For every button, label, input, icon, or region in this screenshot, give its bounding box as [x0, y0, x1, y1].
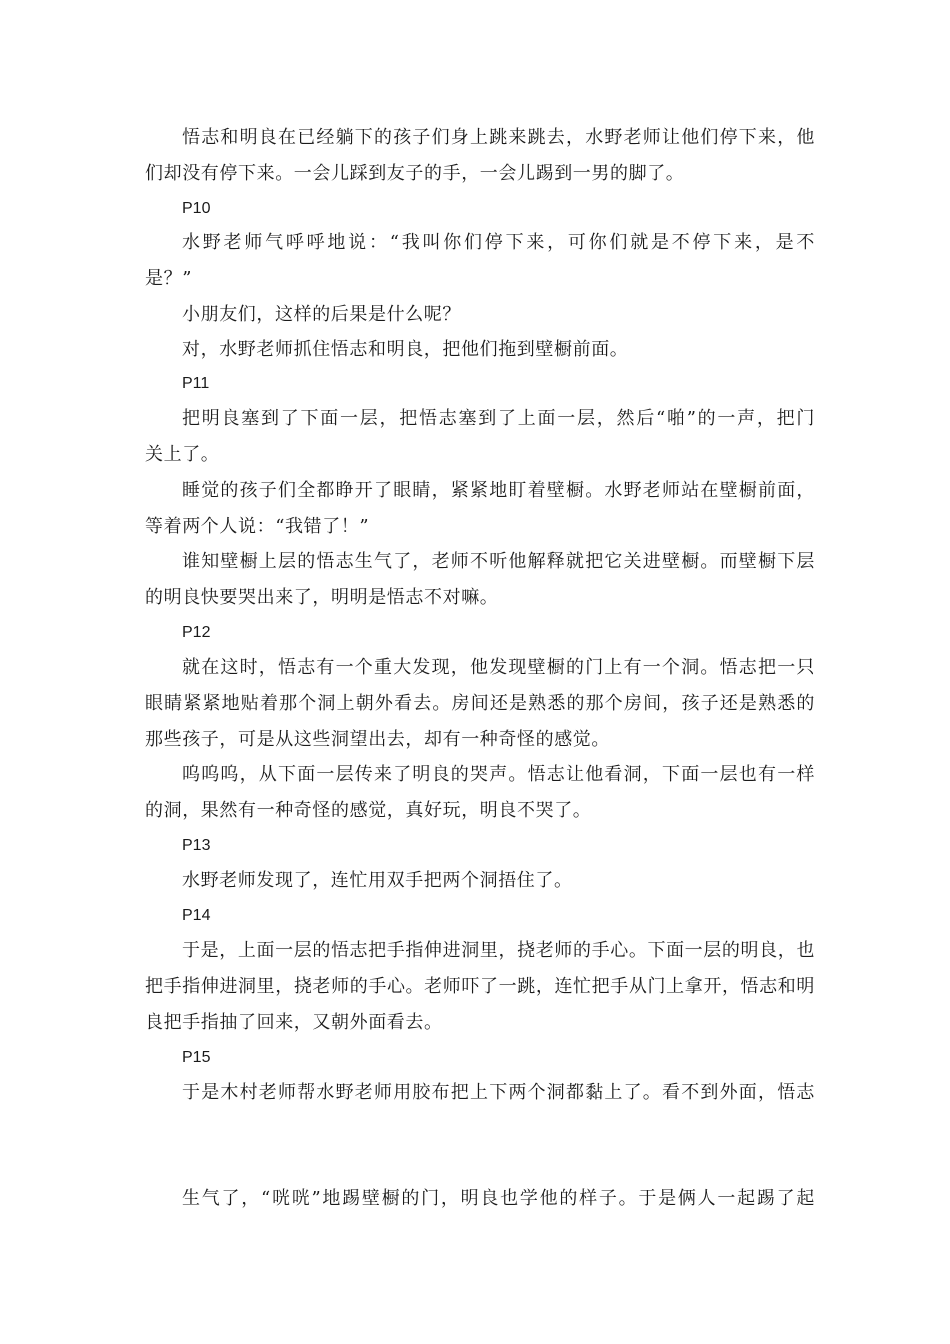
paragraph-line: 的洞，果然有一种奇怪的感觉，真好玩，明良不哭了。: [145, 800, 592, 821]
paragraph-line: 悟志和明良在已经躺下的孩子们身上跳来跳去，水野老师让他们停下来，他: [182, 127, 815, 148]
paragraph-line: 把明良塞到了下面一层，把悟志塞到了上面一层，然后“啪”的一声，把门: [182, 408, 815, 429]
paragraph-line: 对，水野老师抓住悟志和明良，把他们拖到壁橱前面。: [182, 339, 629, 360]
paragraph-line: 睡觉的孩子们全都睁开了眼睛，紧紧地盯着壁橱。水野老师站在壁橱前面，: [182, 480, 815, 501]
paragraph-line: 是？”: [145, 268, 193, 289]
paragraph-line: 们却没有停下来。一会儿踩到友子的手，一会儿踢到一男的脚了。: [145, 163, 685, 184]
paragraph-line: 那些孩子，可是从这些洞望出去，却有一种奇怪的感觉。: [145, 729, 610, 750]
page-marker: P10: [182, 200, 211, 217]
paragraph-line: 于是，上面一层的悟志把手指伸进洞里，挠老师的手心。下面一层的明良，也: [182, 940, 815, 961]
paragraph-line: 就在这时，悟志有一个重大发现，他发现壁橱的门上有一个洞。悟志把一只: [182, 657, 815, 678]
page-marker: P12: [182, 624, 211, 641]
paragraph-line: 眼睛紧紧地贴着那个洞上朝外看去。房间还是熟悉的那个房间，孩子还是熟悉的: [145, 693, 815, 714]
paragraph-line: 关上了。: [145, 444, 220, 465]
paragraph-line: 水野老师发现了，连忙用双手把两个洞捂住了。: [182, 870, 573, 891]
paragraph-line: 于是木村老师帮水野老师用胶布把上下两个洞都黏上了。看不到外面，悟志: [182, 1082, 815, 1103]
paragraph-line: 谁知壁橱上层的悟志生气了，老师不听他解释就把它关进壁橱。而壁橱下层: [182, 551, 815, 572]
paragraph-line: 水野老师气呼呼地说：“我叫你们停下来，可你们就是不停下来，是不: [182, 232, 815, 253]
paragraph-line: 把手指伸进洞里，挠老师的手心。老师吓了一跳，连忙把手从门上拿开，悟志和明: [145, 976, 815, 997]
paragraph-line: 呜呜呜，从下面一层传来了明良的哭声。悟志让他看洞，下面一层也有一样: [182, 764, 815, 785]
paragraph-line: 生气了，“咣咣”地踢壁橱的门，明良也学他的样子。于是俩人一起踢了起: [182, 1188, 815, 1209]
page-marker: P14: [182, 907, 211, 924]
paragraph-line: 等着两个人说：“我错了！”: [145, 516, 370, 537]
page-marker: P15: [182, 1049, 211, 1066]
paragraph-line: 的明良快要哭出来了，明明是悟志不对嘛。: [145, 587, 499, 608]
page-marker: P13: [182, 837, 211, 854]
paragraph-line: 良把手指抽了回来，又朝外面看去。: [145, 1012, 443, 1033]
page-marker: P11: [182, 375, 210, 392]
paragraph-line: 小朋友们，这样的后果是什么呢？: [182, 304, 461, 325]
